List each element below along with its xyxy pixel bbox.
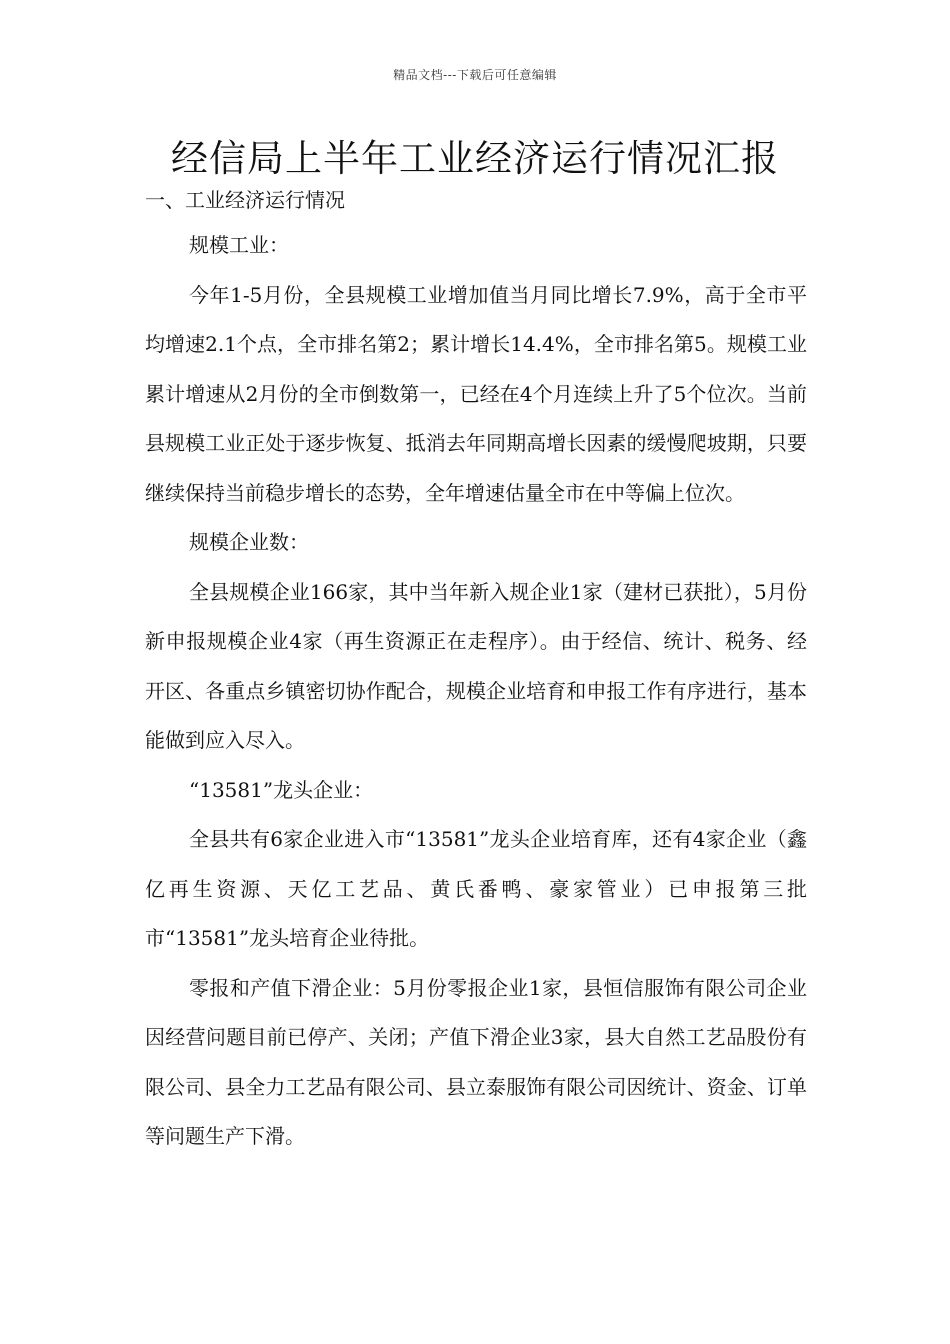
paragraph-scale-enterprise-count: 全县规模企业166家，其中当年新入规企业1家（建材已获批），5月份新申报规模企业4家（再生资源正在走程序）。由于经信、统计、税务、经开区、各重点乡镇密切协作配合，规模企业培育和申报工作有序进行，基本能做到应入尽入。 (145, 579, 807, 752)
subsection-label-scale-enterprise-count: 规模企业数： (189, 530, 309, 554)
paragraph-scale-industry: 今年1-5月份，全县规模工业增加值当月同比增长7.9%，高于全市平均增速2.1个点，全市排名第2；累计增长14.4%，全市排名第5。规模工业累计增速从2月份的全市倒数第一，已经在4个月连续上升了5个位次。当前县规模工业正处于逐步恢复、抵消去年同期高增长因素的缓慢爬坡期，只要继续保持当前稳步增长的态势，全年增速估量全市在中等偏上位次。 (145, 282, 807, 505)
paragraph-zero-report-enterprises: 零报和产值下滑企业：5月份零报企业1家，县恒信服饰有限公司企业因经营问题目前已停产、关闭；产值下滑企业3家，县大自然工艺品股份有限公司、县全力工艺品有限公司、县立泰服饰有限公司因统计、资金、订单等问题生产下滑。 (145, 975, 807, 1148)
subsection-label-scale-industry: 规模工业： (189, 233, 289, 257)
document-title: 经信局上半年工业经济运行情况汇报 (171, 137, 779, 180)
paragraph-leading-enterprises: 全县共有6家企业进入市“13581”龙头企业培育库，还有4家企业（鑫亿再生资源、天亿工艺品、黄氏番鸭、豪家管业）已申报第三批市“13581”龙头培育企业待批。 (145, 827, 807, 950)
header-note: 精品文档---下载后可任意编辑 (393, 68, 557, 82)
subsection-label-leading-enterprises: “13581”龙头企业： (189, 777, 374, 802)
section-heading: 一、工业经济运行情况 (145, 188, 345, 212)
document-body (145, 180, 807, 1162)
